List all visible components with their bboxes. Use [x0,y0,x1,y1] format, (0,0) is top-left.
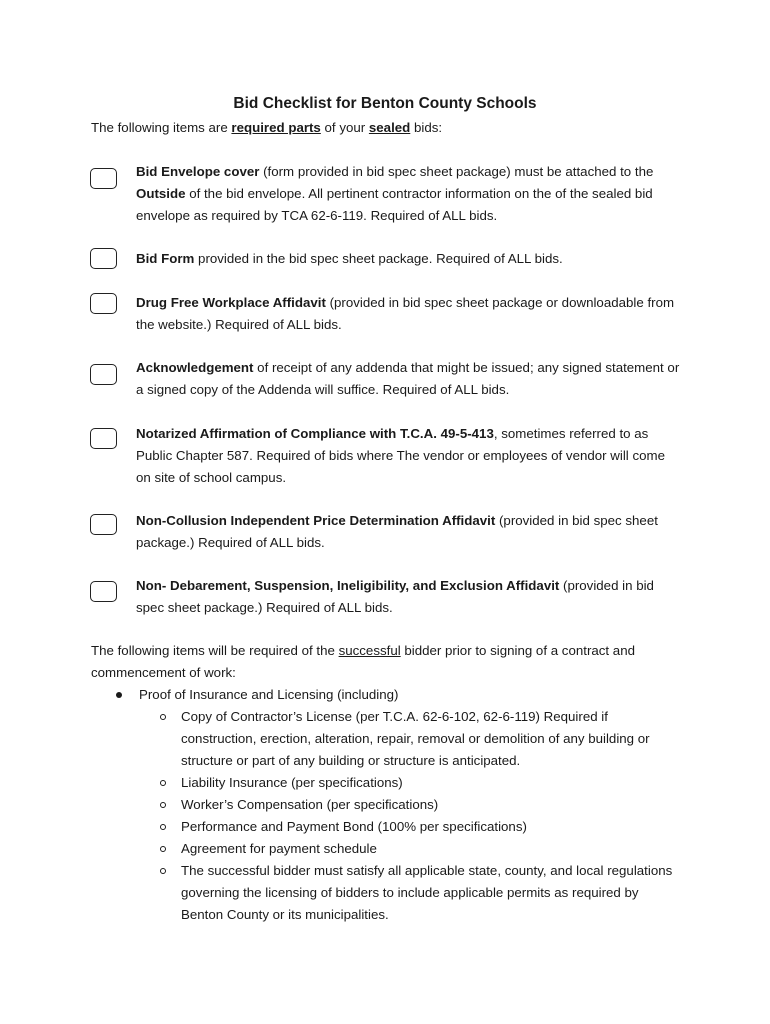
circle-bullet-icon [160,802,166,808]
successful-bidder-paragraph: The following items will be required of the successful bidder prior to signing of a contract and commencement of work: [91,643,635,680]
circle-bullet-icon [160,868,166,874]
checklist-item-bid-envelope: Bid Envelope cover (form provided in bid spec sheet package) must be attached to the Outside of the bid envelope. All pertinent contractor information on the of the sealed bid envelope as required by TCA 62-6-119. Required of ALL bids. [136,164,654,223]
checkbox-notarized-affirmation[interactable] [90,428,117,449]
sealed-text: sealed [368,120,411,135]
circle-bullet-icon [160,780,166,786]
checklist-item-bid-form: Bid Form provided in the bid spec sheet package. Required of ALL bids. [136,251,563,266]
checkbox-acknowledgement[interactable] [90,364,117,385]
sub-list-item: Copy of Contractor’s License (per T.C.A. 62-6-102, 62-6-119) Required if construction, erection, alteration, repair, removal or demolition of any building or structure or part of any building or structure is anticipated. [139,706,681,772]
checkbox-non-debarment[interactable] [90,581,117,602]
checklist-item-drug-free: Drug Free Workplace Affidavit (provided in bid spec sheet package or downloadable from the website.) Required of ALL bids. [136,295,675,332]
checkbox-drug-free[interactable] [90,293,117,314]
requirements-list [91,684,681,926]
sub-list-item: Agreement for payment schedule [139,838,681,860]
sub-list-item: Performance and Payment Bond (100% per specifications) [139,816,681,838]
page-title: Bid Checklist for Benton County Schools [233,95,537,112]
circle-bullet-icon [160,824,166,830]
checklist-item-non-collusion: Non-Collusion Independent Price Determination Affidavit (provided in bid spec sheet package.) Required of ALL bids. [136,513,658,550]
sub-requirements-list [139,706,681,926]
circle-bullet-icon [160,714,166,720]
list-item: Proof of Insurance and Licensing (including) Copy of Contractor’s License (per T.C.A. 62-6-102, 62-6-119) Required if construction, erection, alteration, repair, removal or demolition of any building or structure or part of any building or structure is anticipated. Liability Insurance (per specifications) Worker’s Compensation (per specifications) Performance and Payment Bond (100% per specifications) Agreement for payment schedule The successful bidder must satisfy all applicable state, county, and local regulations governing the licensing of bidders to include applicable permits as required by Benton County or its municipalities. [91,684,681,926]
sub-list-item: The successful bidder must satisfy all applicable state, county, and local regulations governing the licensing of bidders to include applicable permits as required by Benton County or its municipalities. [139,860,681,926]
checkbox-bid-form[interactable] [90,248,117,269]
checklist-item-notarized-affirmation: Notarized Affirmation of Compliance with T.C.A. 49-5-413, sometimes referred to as Public Chapter 587. Required of bids where The vendor or employees of vendor will come on site of school campus. [136,426,665,485]
checklist-item-acknowledgement: Acknowledgement of receipt of any addenda that might be issued; any signed statement or a signed copy of the Addenda will suffice. Required of ALL bids. [136,360,680,397]
intro-text: The following items are required parts of your sealed bids: [91,120,443,135]
circle-bullet-icon [160,846,166,852]
sub-list-item: Liability Insurance (per specifications) [139,772,681,794]
checklist-item-non-debarment: Non- Debarement, Suspension, Ineligibility, and Exclusion Affidavit (provided in bid spec sheet package.) Required of ALL bids. [136,578,654,615]
successful-text: successful [338,643,401,658]
sub-list-item: Worker’s Compensation (per specifications) [139,794,681,816]
checkbox-bid-envelope[interactable] [90,168,117,189]
required-parts-text: required parts [231,120,321,135]
checkbox-non-collusion[interactable] [90,514,117,535]
bullet-icon [116,692,122,698]
